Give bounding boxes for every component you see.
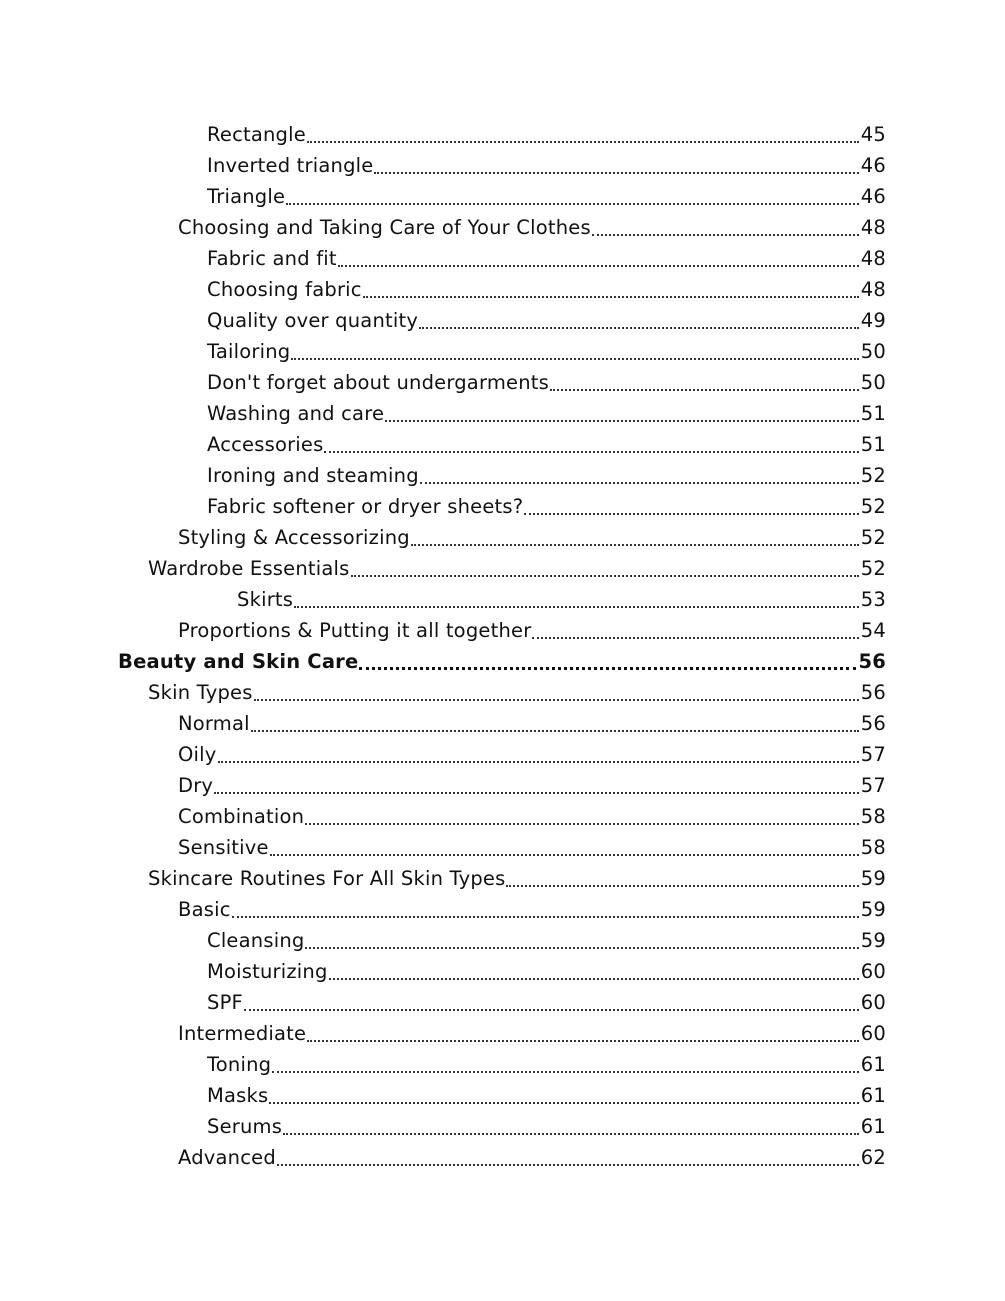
- toc-entry-page-number: 53: [860, 588, 886, 611]
- toc-entry-page-number: 60: [860, 1022, 886, 1045]
- toc-entry[interactable]: [0, 213, 1005, 244]
- dot-leader: [420, 482, 859, 484]
- toc-entry-title: Don't forget about undergarments: [207, 371, 549, 394]
- toc-entry-page-number: 56: [860, 712, 886, 735]
- toc-entry-title: Washing and care: [207, 402, 385, 425]
- dot-leader: [385, 420, 859, 422]
- dot-leader: [329, 978, 859, 980]
- toc-entry-page-number: 46: [860, 185, 886, 208]
- dot-leader: [592, 234, 859, 236]
- toc-entry-page-number: 58: [860, 805, 886, 828]
- toc-entry-page-number: 52: [860, 495, 886, 518]
- toc-entry-page-number: 58: [860, 836, 886, 859]
- toc-entry[interactable]: [0, 864, 1005, 895]
- dot-leader: [419, 327, 859, 329]
- toc-entry[interactable]: [0, 430, 1005, 461]
- toc-entry-title: Fabric softener or dryer sheets?: [207, 495, 524, 518]
- dot-leader: [251, 730, 859, 732]
- toc-entry[interactable]: [0, 1050, 1005, 1081]
- toc-entry-title: Cleansing: [207, 929, 305, 952]
- toc-entry-title: Choosing fabric: [207, 278, 362, 301]
- toc-entry-page-number: 52: [860, 464, 886, 487]
- toc-entry[interactable]: [0, 988, 1005, 1019]
- toc-entry[interactable]: [0, 306, 1005, 337]
- dot-leader: [218, 761, 859, 763]
- toc-entry-title: Inverted triangle: [207, 154, 374, 177]
- toc-entry-title: Combination: [178, 805, 305, 828]
- dot-leader: [270, 854, 859, 856]
- toc-entry[interactable]: [0, 616, 1005, 647]
- toc-entry-title: Ironing and steaming: [207, 464, 419, 487]
- toc-entry-page-number: 59: [860, 867, 886, 890]
- toc-entry-page-number: 52: [860, 557, 886, 580]
- dot-leader: [524, 513, 858, 515]
- dot-leader: [214, 792, 859, 794]
- dot-leader: [307, 141, 859, 143]
- dot-leader: [363, 296, 859, 298]
- toc-entry-title: Serums: [207, 1115, 283, 1138]
- toc-entry-title: Accessories: [207, 433, 324, 456]
- toc-entry-page-number: 52: [860, 526, 886, 549]
- toc-entry-page-number: 56: [858, 650, 886, 673]
- toc-entry[interactable]: [0, 926, 1005, 957]
- toc-entry[interactable]: [0, 1019, 1005, 1050]
- table-of-contents: [0, 120, 1005, 1174]
- toc-entry[interactable]: [0, 492, 1005, 523]
- toc-entry[interactable]: [0, 1143, 1005, 1174]
- toc-entry-title: Skirts: [237, 588, 294, 611]
- toc-entry[interactable]: [0, 895, 1005, 926]
- toc-chapter-entry[interactable]: [0, 647, 1005, 678]
- toc-entry-page-number: 60: [860, 991, 886, 1014]
- toc-entry-page-number: 48: [860, 278, 886, 301]
- toc-entry-title: Fabric and fit: [207, 247, 337, 270]
- toc-entry-title: Sensitive: [178, 836, 269, 859]
- dot-leader: [324, 451, 858, 453]
- toc-entry-page-number: 57: [860, 743, 886, 766]
- toc-entry-title: Triangle: [207, 185, 286, 208]
- toc-entry[interactable]: [0, 244, 1005, 275]
- toc-entry-title: Quality over quantity: [207, 309, 419, 332]
- toc-entry[interactable]: [0, 399, 1005, 430]
- toc-entry-title: Toning: [207, 1053, 272, 1076]
- dot-leader: [550, 389, 859, 391]
- toc-entry-page-number: 46: [860, 154, 886, 177]
- toc-entry-title: Styling & Accessorizing: [178, 526, 410, 549]
- toc-entry[interactable]: [0, 151, 1005, 182]
- toc-entry[interactable]: [0, 771, 1005, 802]
- dot-leader: [286, 203, 859, 205]
- toc-entry-page-number: 51: [860, 402, 886, 425]
- toc-entry-title: Intermediate: [178, 1022, 307, 1045]
- toc-entry[interactable]: [0, 1112, 1005, 1143]
- toc-entry[interactable]: [0, 709, 1005, 740]
- toc-entry-page-number: 59: [860, 898, 886, 921]
- toc-entry-title: Tailoring: [207, 340, 291, 363]
- toc-entry-title: Moisturizing: [207, 960, 328, 983]
- toc-entry[interactable]: [0, 1081, 1005, 1112]
- toc-entry[interactable]: [0, 740, 1005, 771]
- toc-entry-title: SPF: [207, 991, 243, 1014]
- toc-entry[interactable]: [0, 337, 1005, 368]
- toc-entry-page-number: 45: [860, 123, 886, 146]
- toc-entry-page-number: 56: [860, 681, 886, 704]
- toc-entry-page-number: 48: [860, 247, 886, 270]
- dot-leader: [506, 885, 858, 887]
- dot-leader: [374, 172, 858, 174]
- toc-entry[interactable]: [0, 182, 1005, 213]
- toc-entry-page-number: 57: [860, 774, 886, 797]
- dot-leader: [294, 606, 859, 608]
- toc-entry-page-number: 51: [860, 433, 886, 456]
- dot-leader: [283, 1133, 859, 1135]
- toc-entry[interactable]: [0, 833, 1005, 864]
- toc-entry-title: Skin Types: [148, 681, 253, 704]
- dot-leader: [254, 699, 859, 701]
- toc-entry[interactable]: [0, 585, 1005, 616]
- toc-entry[interactable]: [0, 120, 1005, 151]
- toc-entry-page-number: 61: [860, 1115, 886, 1138]
- toc-entry-page-number: 60: [860, 960, 886, 983]
- toc-entry[interactable]: [0, 275, 1005, 306]
- toc-entry-title: Choosing and Taking Care of Your Clothes: [178, 216, 591, 239]
- toc-entry-title: Normal: [178, 712, 250, 735]
- dot-leader: [305, 823, 859, 825]
- toc-entry-title: Oily: [178, 743, 217, 766]
- toc-entry[interactable]: [0, 554, 1005, 585]
- toc-entry[interactable]: [0, 802, 1005, 833]
- toc-entry-page-number: 61: [860, 1084, 886, 1107]
- toc-entry-page-number: 50: [860, 340, 886, 363]
- toc-entry-title: Rectangle: [207, 123, 306, 146]
- dot-leader: [359, 667, 856, 670]
- toc-entry-title: Advanced: [178, 1146, 276, 1169]
- dot-leader: [532, 637, 858, 639]
- toc-entry-page-number: 50: [860, 371, 886, 394]
- toc-entry-title: Dry: [178, 774, 214, 797]
- toc-entry-page-number: 61: [860, 1053, 886, 1076]
- toc-entry[interactable]: [0, 368, 1005, 399]
- dot-leader: [232, 916, 859, 918]
- toc-entry-page-number: 49: [860, 309, 886, 332]
- toc-entry-page-number: 54: [860, 619, 886, 642]
- toc-entry-page-number: 59: [860, 929, 886, 952]
- toc-entry[interactable]: [0, 957, 1005, 988]
- dot-leader: [277, 1164, 859, 1166]
- toc-entry[interactable]: [0, 678, 1005, 709]
- dot-leader: [272, 1071, 859, 1073]
- toc-entry-title: Masks: [207, 1084, 269, 1107]
- dot-leader: [351, 575, 859, 577]
- dot-leader: [411, 544, 859, 546]
- toc-entry-title: Basic: [178, 898, 231, 921]
- toc-entry-title: Skincare Routines For All Skin Types: [148, 867, 506, 890]
- dot-leader: [269, 1102, 858, 1104]
- dot-leader: [291, 358, 858, 360]
- dot-leader: [307, 1040, 859, 1042]
- toc-entry-page-number: 48: [860, 216, 886, 239]
- dot-leader: [338, 265, 859, 267]
- toc-entry-page-number: 62: [860, 1146, 886, 1169]
- toc-entry[interactable]: [0, 461, 1005, 492]
- dot-leader: [244, 1009, 859, 1011]
- dot-leader: [305, 947, 858, 949]
- toc-entry-title: Wardrobe Essentials: [148, 557, 350, 580]
- toc-entry[interactable]: [0, 523, 1005, 554]
- toc-entry-title: Proportions & Putting it all together: [178, 619, 532, 642]
- toc-entry-title: Beauty and Skin Care: [118, 650, 359, 673]
